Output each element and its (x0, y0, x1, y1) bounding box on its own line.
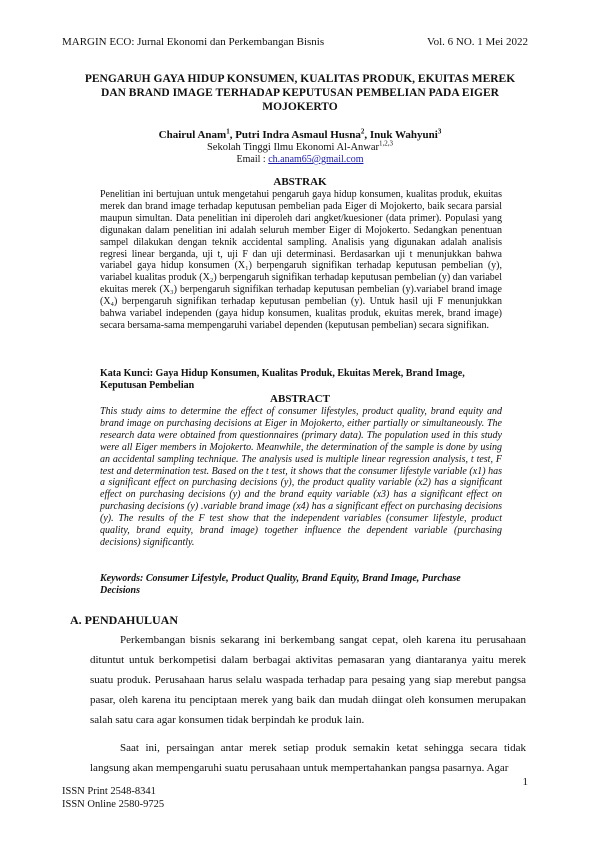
affiliation-sup: 1,2,3 (379, 139, 394, 148)
issn-online: ISSN Online 2580-9725 (62, 799, 165, 810)
body-paragraph: Saat ini, persaingan antar merek setiap produk semakin ketat sehingga secara tidak langsung akan mempengaruhi suatu perusahaan untuk mempertahankan pangsa pasarnya. Agar (90, 742, 526, 774)
section-heading: A. PENDAHULUAN (70, 613, 178, 627)
abstrak-text: Penelitian ini bertujuan untuk mengetahui pengaruh gaya hidup konsumen, kualitas produk, ekuitas merek dan brand image terhadap keputusan pembelian pada Eiger di Mojokerto, baik secara parsial maupun simultan. Data penelitian ini diperoleh dari angket/kuesioner (data primer). Populasi yang digunakan dalam penelitian ini adalah seluruh member Eiger di Mojokerto. Sedangkan penentuan sampel dilakukan dengan teknik accidental sampling. Analisis yang digunakan adalah analisis regresi linear berganda, uji t, uji F dan uji determinasi. Berdasarkan uji t menunjukkan bahwa variabel gaya hidup konsumen (X₁) berpengaruh signifikan terhadap keputusan pembelian (y), variabel kualitas produk (X₂) berpengaruh signifikan terhadap keputusan pembelian (y) dan variabel ekuitas merek (X₃) berpengaruh signifikan terhadap keputusan pembelian (y).variabel brand image (X₄) berpengaruh signifikan terhadap keputusan pembelian (y). Untuk hasil uji F menunjukkan bahwa variabel independen (gaya hidup konsumen, kualitas produk, ekuitas merek, brand image) secara bersama-sama mempengaruhi variabel dependen (keputusan pembelian) secara signifikan. (100, 189, 502, 331)
author-name: Putri Indra Asmaul Husna (235, 129, 361, 141)
email-link[interactable]: ch.anam65@gmail.com (268, 154, 364, 165)
page-number: 1 (522, 776, 528, 788)
author-name: Chairul Anam (158, 129, 227, 141)
affiliation (60, 139, 540, 153)
email-line (60, 154, 540, 165)
volume-info: Vol. 6 NO. 1 Mei 2022 (427, 36, 528, 48)
abstract-heading: ABSTRACT (270, 393, 330, 405)
email-label: Email : (236, 154, 269, 165)
author-list (60, 129, 540, 141)
abstrak-heading: ABSTRAK (273, 176, 327, 188)
author-separator: , (364, 129, 370, 141)
journal-name: MARGIN ECO: Jurnal Ekonomi dan Perkembangan Bisnis (62, 36, 325, 48)
paper-title: PENGARUH GAYA HIDUP KONSUMEN, KUALITAS PRODUK, EKUITAS MEREK DAN BRAND IMAGE TERHADAP KEPUTUSAN PEMBELIAN PADA EIGER MOJOKERTO (84, 73, 516, 113)
abstrak-keywords: Kata Kunci: Gaya Hidup Konsumen, Kualitas Produk, Ekuitas Merek, Brand Image, Keputusan Pembelian (100, 368, 465, 391)
author-separator: , (229, 129, 236, 141)
abstract-text: This study aims to determine the effect of consumer lifestyles, product quality, brand equity and brand image on purchasing decisions at Eiger in Mojokerto, either partially or simultaneously. The research data were obtained from questionnaires (primary data). The population used in this study were all Eiger members in Mojokerto. Meanwhile, the determination of the sample is done by using an accidental sampling technique. The analysis used is multiple linear regression analysis, t test, F test and determination test. Based on the t test, it shows that the consumer lifestyle variable (x1) has a significant effect on purchasing decisions (y), the product quality variable (x2) has a significant effect on purchasing decisions (y) and the brand equity variable (x3) has a significant effect on purchasing decisions (y) .variable brand image (x4) has a significant effect on purchasing decisions (y). The results of the F test show that the independent variables (consumer lifestyle, product quality, brand equity, brand image) together influence the dependent variable (purchasing decisions) significantly. (100, 406, 502, 548)
author-name: Inuk Wahyuni (369, 129, 438, 141)
issn-print: ISSN Print 2548-8341 (62, 786, 156, 797)
author-sup: 2 (360, 127, 365, 136)
affiliation-name: Sekolah Tinggi Ilmu Ekonomi Al-Anwar (206, 142, 380, 153)
author-sup: 1 (226, 127, 230, 136)
body-paragraph: Perkembangan bisnis sekarang ini berkembang sangat cepat, oleh karena itu perusahaan dituntut untuk berkompetisi dalam berbagai aktivitas pemasaran yang diantaranya yaitu merek suatu produk. Perusahaan harus selalu waspada terhadap para pesaing yang siap merebut pangsa pasar, oleh karena itu penciptaan merek yang baik dan mudah diingat oleh konsumen merupakan salah satu cara agar konsumen tidak berpindah ke produk lain. (90, 634, 526, 726)
author-sup: 3 (437, 127, 442, 136)
abstract-keywords: Keywords: Consumer Lifestyle, Product Quality, Brand Equity, Brand Image, Purchase Decisions (100, 573, 461, 596)
